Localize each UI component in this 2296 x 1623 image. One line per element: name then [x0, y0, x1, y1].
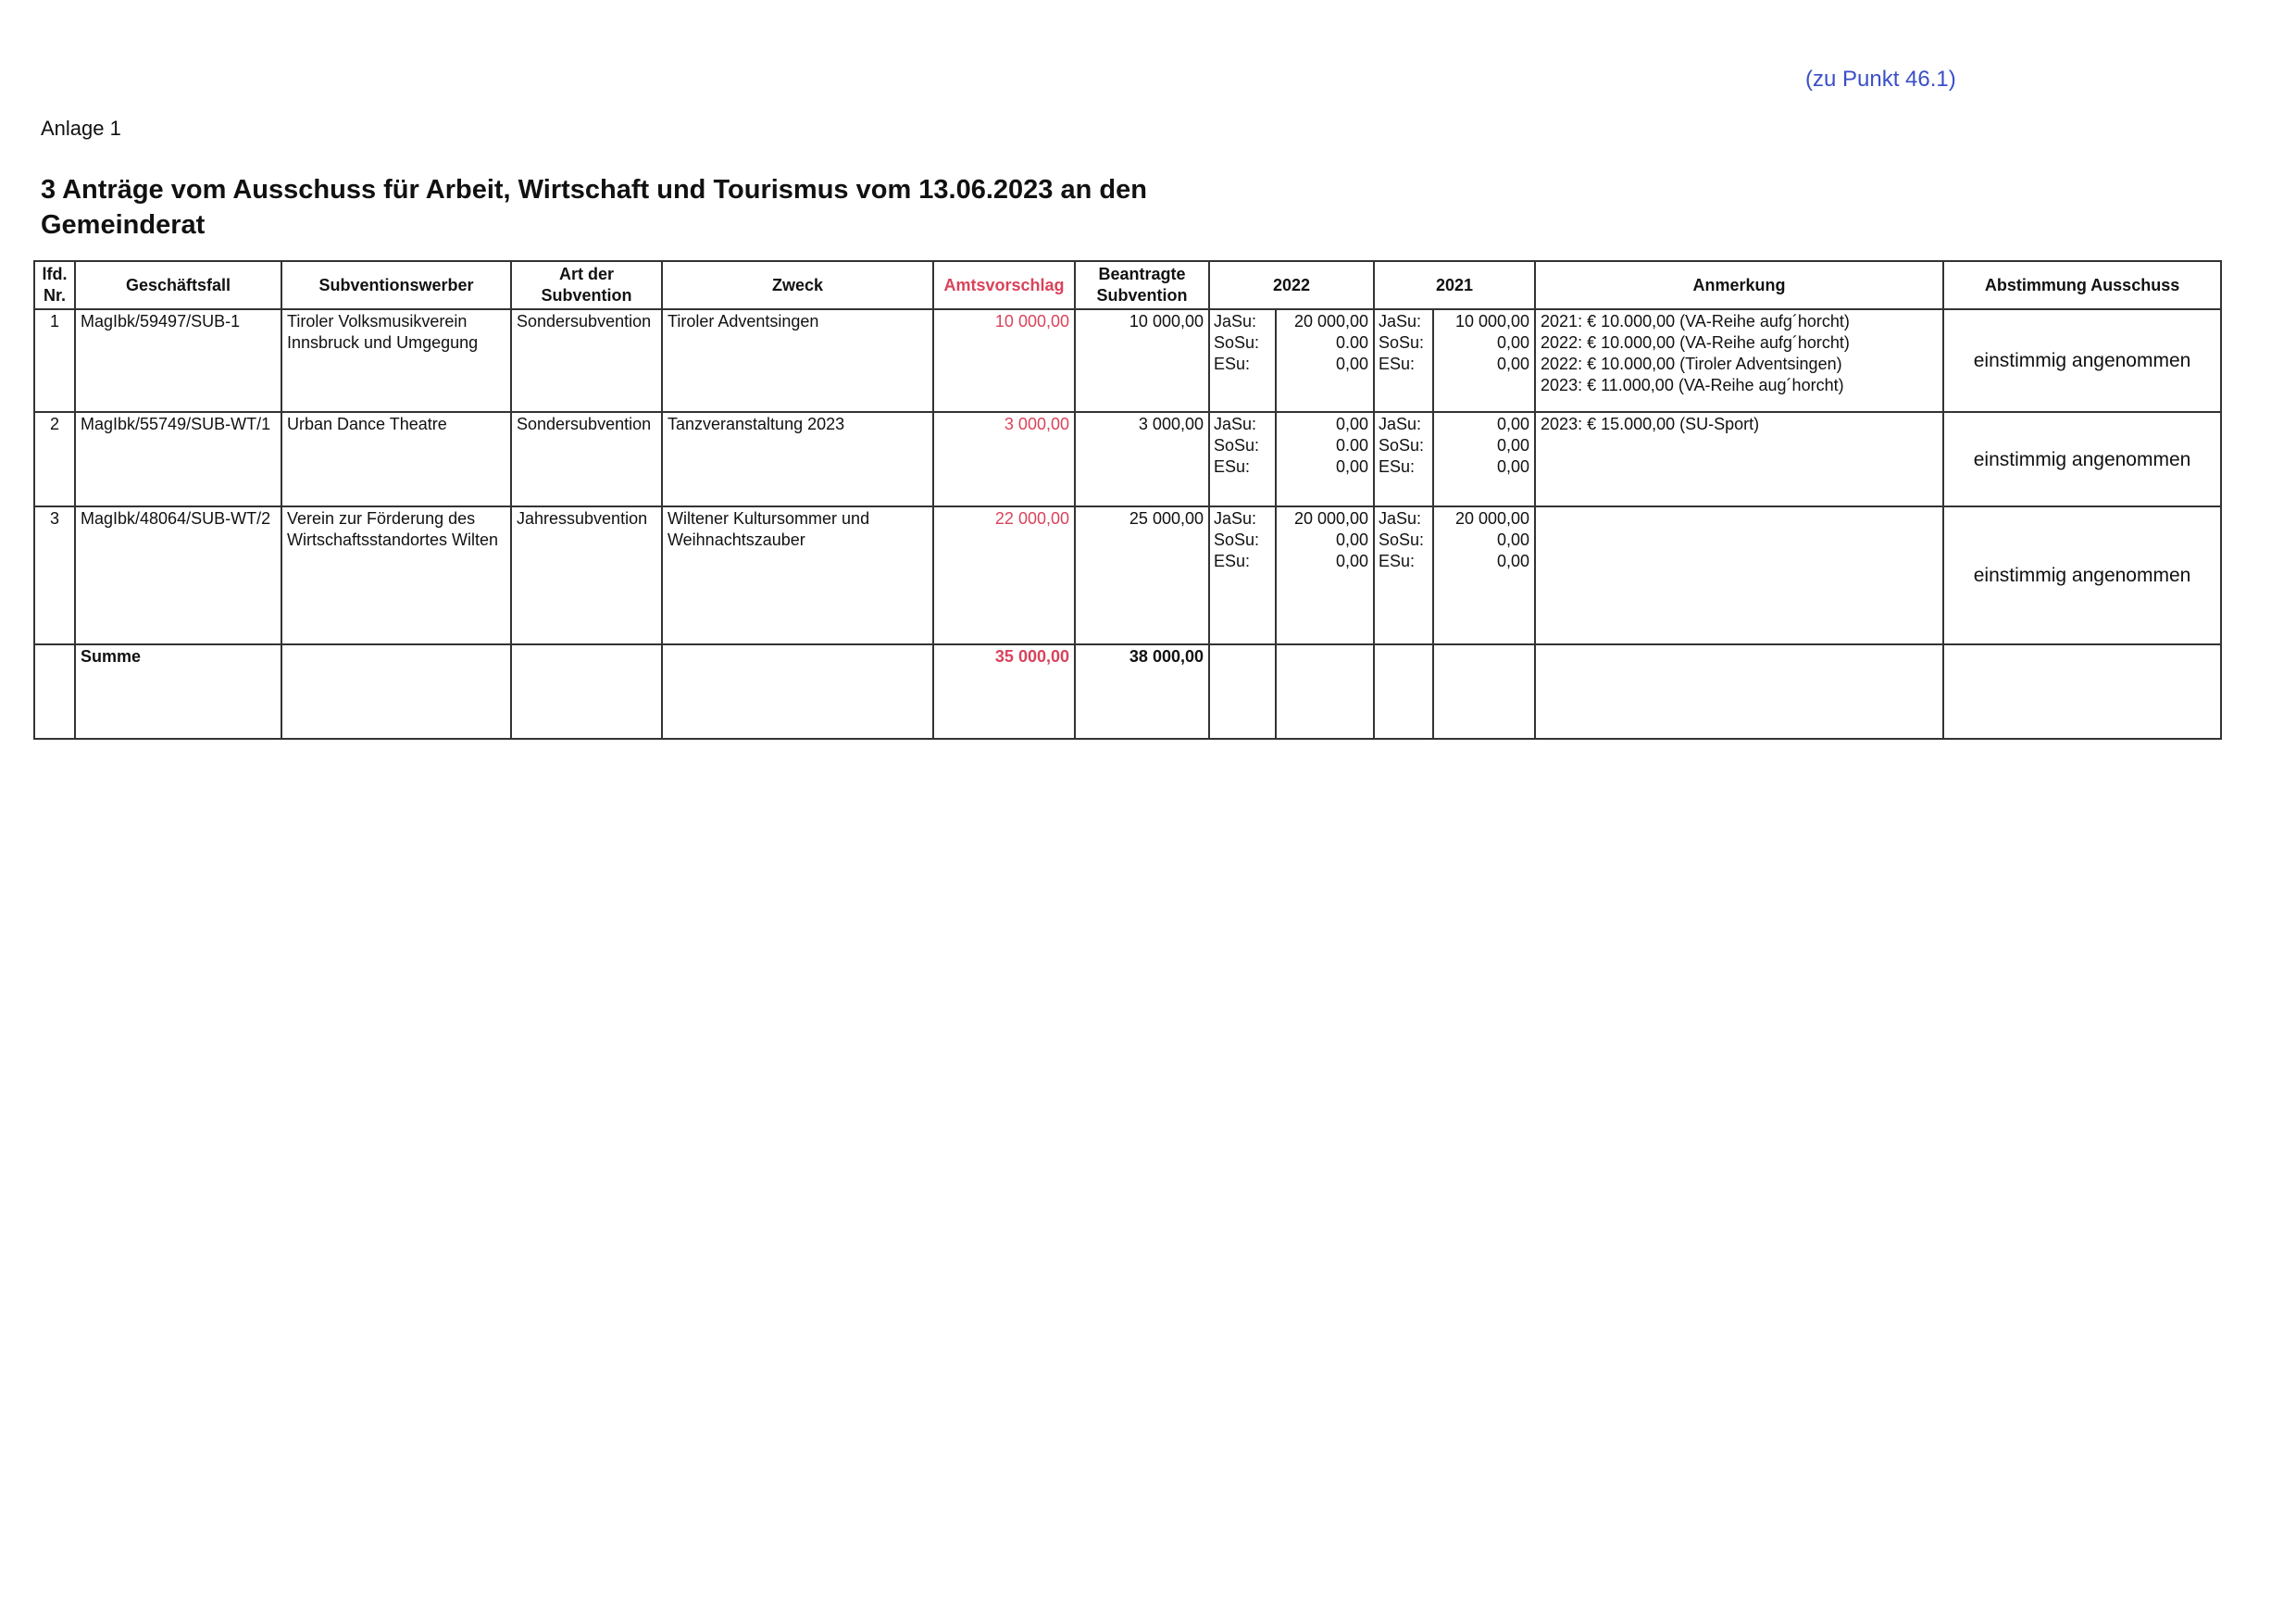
anlage-label: Anlage 1 [41, 117, 121, 140]
cell-abstimmung: einstimmig angenommen [1943, 506, 2221, 644]
subvention-table [33, 260, 2222, 740]
cell-2022-values [1276, 506, 1374, 644]
value-2022-esu: 0,00 [1335, 552, 1369, 570]
cell-nr: 1 [34, 309, 75, 412]
cell-werber: Verein zur Förderung des Wirtschaftsstandortes Wilten [281, 506, 511, 644]
label-esu: ESu: [1214, 355, 1251, 373]
col-header-nr: lfd. Nr. [34, 261, 75, 309]
value-2021-esu: 0,00 [1496, 457, 1530, 476]
cell-summe-amtsvorschlag: 35 000,00 [933, 644, 1075, 739]
cell-2022-labels [1209, 309, 1276, 412]
cell-nr: 3 [34, 506, 75, 644]
label-esu: ESu: [1379, 457, 1416, 476]
cell-amtsvorschlag: 10 000,00 [933, 309, 1075, 412]
cell-zweck: Wiltener Kultursommer und Weihnachtszauber [662, 506, 933, 644]
label-esu: ESu: [1379, 355, 1416, 373]
col-header-art: Art der Subvention [511, 261, 662, 309]
label-sosu: SoSu: [1379, 531, 1425, 549]
document-title: 3 Anträge vom Ausschuss für Arbeit, Wirtschaft und Tourismus vom 13.06.2023 an den Gemeinderat [41, 175, 1147, 240]
value-2021-sosu: 0,00 [1496, 531, 1530, 549]
cell-anmerkung [1535, 309, 1943, 412]
label-esu: ESu: [1379, 552, 1416, 570]
cell-2022-labels [1209, 506, 1276, 644]
cell-zweck: Tiroler Adventsingen [662, 309, 933, 412]
cell-2021-values [1433, 412, 1535, 506]
cell-2021-labels [1374, 309, 1433, 412]
value-2022-jasu: 0,00 [1335, 415, 1369, 433]
value-2021-jasu: 20 000,00 [1454, 509, 1530, 528]
col-header-2021: 2021 [1374, 261, 1535, 309]
cell-beantragt: 10 000,00 [1075, 309, 1209, 412]
anmerkung-line: 2021: € 10.000,00 (VA-Reihe aufg´horcht) [1541, 312, 1850, 331]
cell-art: Sondersubvention [511, 412, 662, 506]
cell-summe-label: Summe [75, 644, 281, 739]
label-sosu: SoSu: [1214, 531, 1260, 549]
cell-abstimmung: einstimmig angenommen [1943, 412, 2221, 506]
table-row [34, 506, 2221, 644]
table-row [34, 309, 2221, 412]
cell-2021-values [1433, 506, 1535, 644]
cell-amtsvorschlag: 3 000,00 [933, 412, 1075, 506]
label-esu: ESu: [1214, 457, 1251, 476]
cell-beantragt: 3 000,00 [1075, 412, 1209, 506]
cell-abstimmung: einstimmig angenommen [1943, 309, 2221, 412]
cell-summe-beantragt: 38 000,00 [1075, 644, 1209, 739]
col-header-werber: Subventionswerber [281, 261, 511, 309]
value-2022-esu: 0,00 [1335, 355, 1369, 373]
label-jasu: JaSu: [1214, 415, 1257, 433]
value-2021-jasu: 0,00 [1496, 415, 1530, 433]
label-sosu: SoSu: [1214, 436, 1260, 455]
value-2021-sosu: 0,00 [1496, 436, 1530, 455]
col-header-abstimmung: Abstimmung Ausschuss [1943, 261, 2221, 309]
value-2022-sosu: 0.00 [1335, 436, 1369, 455]
col-header-geschaeftsfall: Geschäftsfall [75, 261, 281, 309]
cell-2022-values [1276, 309, 1374, 412]
anmerkung-line: 2022: € 10.000,00 (Tiroler Adventsingen) [1541, 355, 1842, 373]
table-header-row [34, 261, 2221, 309]
value-2022-jasu: 20 000,00 [1293, 312, 1369, 331]
cell-2021-labels [1374, 412, 1433, 506]
label-sosu: SoSu: [1379, 333, 1425, 352]
value-2021-esu: 0,00 [1496, 355, 1530, 373]
col-header-amtsvorschlag: Amtsvorschlag [933, 261, 1075, 309]
cell-geschaeftsfall: MagIbk/55749/SUB-WT/1 [75, 412, 281, 506]
cell-2022-values [1276, 412, 1374, 506]
label-jasu: JaSu: [1214, 509, 1257, 528]
cell-anmerkung [1535, 506, 1943, 644]
summe-row [34, 644, 2221, 739]
cell-geschaeftsfall: MagIbk/59497/SUB-1 [75, 309, 281, 412]
label-sosu: SoSu: [1214, 333, 1260, 352]
label-esu: ESu: [1214, 552, 1251, 570]
cell-zweck: Tanzveranstaltung 2023 [662, 412, 933, 506]
cell-2021-labels [1374, 506, 1433, 644]
cell-art: Sondersubvention [511, 309, 662, 412]
col-header-anmerkung: Anmerkung [1535, 261, 1943, 309]
cell-geschaeftsfall: MagIbk/48064/SUB-WT/2 [75, 506, 281, 644]
cell-nr: 2 [34, 412, 75, 506]
value-2022-sosu: 0.00 [1335, 333, 1369, 352]
cell-2022-labels [1209, 412, 1276, 506]
label-jasu: JaSu: [1379, 509, 1422, 528]
anmerkung-line: 2023: € 11.000,00 (VA-Reihe aug´horcht) [1541, 376, 1844, 394]
cell-werber: Urban Dance Theatre [281, 412, 511, 506]
value-2022-jasu: 20 000,00 [1293, 509, 1369, 528]
anmerkung-line: 2022: € 10.000,00 (VA-Reihe aufg´horcht) [1541, 333, 1850, 352]
value-2021-jasu: 10 000,00 [1454, 312, 1530, 331]
cell-2021-values [1433, 309, 1535, 412]
value-2022-esu: 0,00 [1335, 457, 1369, 476]
value-2022-sosu: 0,00 [1335, 531, 1369, 549]
value-2021-sosu: 0,00 [1496, 333, 1530, 352]
col-header-zweck: Zweck [662, 261, 933, 309]
punkt-reference: (zu Punkt 46.1) [1805, 67, 1956, 92]
cell-beantragt: 25 000,00 [1075, 506, 1209, 644]
label-sosu: SoSu: [1379, 436, 1425, 455]
anmerkung-line: 2023: € 15.000,00 (SU-Sport) [1541, 415, 1760, 433]
label-jasu: JaSu: [1379, 312, 1422, 331]
table-row [34, 412, 2221, 506]
cell-amtsvorschlag: 22 000,00 [933, 506, 1075, 644]
col-header-beantragt: Beantragte Subvention [1075, 261, 1209, 309]
cell-art: Jahressubvention [511, 506, 662, 644]
value-2021-esu: 0,00 [1496, 552, 1530, 570]
cell-werber: Tiroler Volksmusikverein Innsbruck und Umgegung [281, 309, 511, 412]
label-jasu: JaSu: [1379, 415, 1422, 433]
label-jasu: JaSu: [1214, 312, 1257, 331]
cell-anmerkung [1535, 412, 1943, 506]
col-header-2022: 2022 [1209, 261, 1374, 309]
